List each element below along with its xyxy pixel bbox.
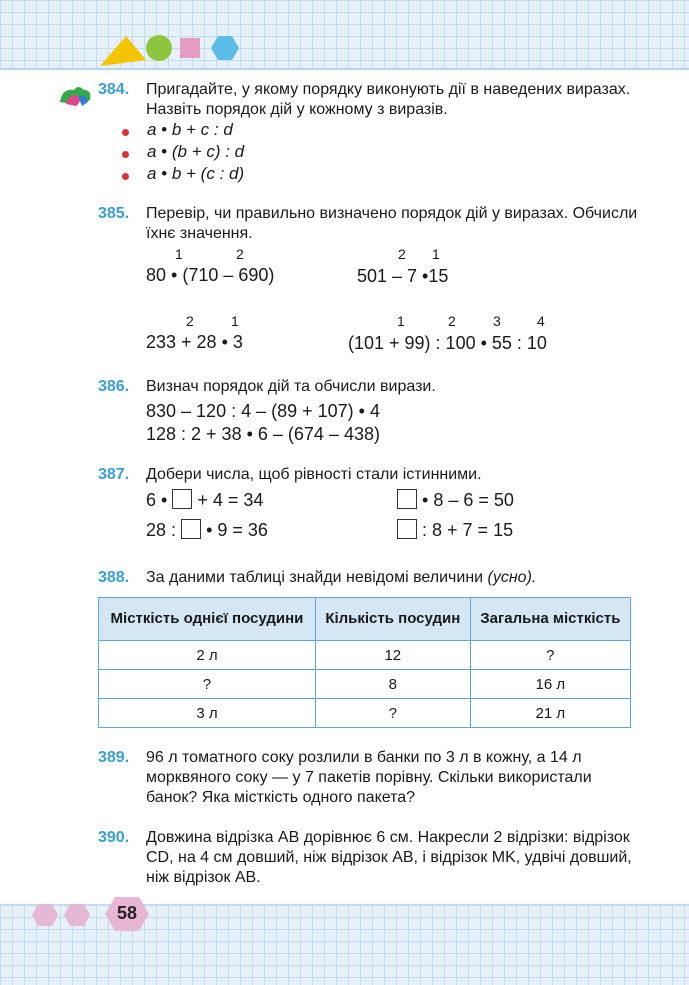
data-table bbox=[98, 597, 631, 728]
expression: 501 – 7 •15 bbox=[357, 266, 449, 286]
table-row bbox=[99, 641, 631, 670]
table-cell: ? bbox=[99, 670, 316, 699]
order-mark: 1 bbox=[231, 313, 239, 329]
table-cell: ? bbox=[315, 699, 470, 728]
order-mark: 3 bbox=[493, 313, 501, 329]
exercise-text: Пригадайте, у якому порядку виконують дії в наведених виразах. Назвіть порядок дій у кожному з виразів. bbox=[146, 81, 631, 118]
bullet-icon bbox=[122, 151, 129, 158]
exercise-number: 390. bbox=[98, 829, 130, 846]
exercise-number: 388. bbox=[98, 569, 130, 586]
bullet-icon bbox=[122, 173, 129, 180]
exercise-384 bbox=[98, 80, 638, 120]
expression-item: a • b + c : d bbox=[147, 120, 233, 139]
exercise-text: 96 л томатного соку розлили в банки по 3 л в кожну, а 14 л морквяного соку — у 7 пакетів порівну. Скільки використали банок? Яка місткість одного пакета? bbox=[146, 749, 592, 806]
answer-box[interactable] bbox=[172, 489, 192, 509]
exercise-text: Добери числа, щоб рівності стали істинними. bbox=[146, 466, 482, 483]
column-header: Загальна місткість bbox=[470, 598, 630, 641]
column-header: Місткість однієї посудини bbox=[99, 598, 316, 641]
equation: 28 : • 9 = 36 bbox=[146, 520, 268, 540]
exercise-387 bbox=[98, 465, 638, 485]
bullet-icon bbox=[122, 129, 129, 136]
order-mark: 4 bbox=[537, 313, 545, 329]
expression: 128 : 2 + 38 • 6 – (674 – 438) bbox=[146, 424, 380, 444]
equation: : 8 + 7 = 15 bbox=[397, 519, 513, 541]
equation: • 8 – 6 = 50 bbox=[397, 489, 514, 511]
expression: (101 + 99) : 100 • 55 : 10 bbox=[348, 333, 547, 353]
answer-box[interactable] bbox=[397, 519, 417, 539]
exercise-number: 387. bbox=[98, 466, 130, 483]
page-number: 58 bbox=[116, 903, 138, 923]
expression-item: a • b + (c : d) bbox=[147, 164, 245, 183]
table-row bbox=[99, 699, 631, 728]
exercise-386 bbox=[98, 377, 638, 397]
answer-box[interactable] bbox=[181, 519, 201, 539]
expression: 80 • (710 – 690) bbox=[146, 265, 275, 285]
exercise-number: 389. bbox=[98, 749, 130, 766]
exercise-text: За даними таблиці знайди невідомі величини (усно). bbox=[146, 569, 537, 586]
exercise-390 bbox=[98, 828, 638, 888]
table-cell: 8 bbox=[315, 670, 470, 699]
column-header: Кількість посудин bbox=[315, 598, 470, 641]
expression-item: a • (b + c) : d bbox=[147, 142, 245, 161]
order-mark: 2 bbox=[398, 246, 406, 262]
expression: 233 + 28 • 3 bbox=[146, 332, 243, 352]
order-mark: 1 bbox=[397, 313, 405, 329]
table-header-row bbox=[99, 598, 631, 641]
exercise-text: Довжина відрізка AB дорівнює 6 см. Накресли 2 відрізки: відрізок CD, на 4 см довший, ніж відрізок AB, і відрізок MK, удвічі довший, ніж відрізок AB. bbox=[146, 829, 632, 886]
exercise-389 bbox=[98, 748, 638, 808]
exercise-text: Перевір, чи правильно визначено порядок дій у виразах. Обчисли їхнє значення. bbox=[146, 205, 638, 242]
expression: 830 – 120 : 4 – (89 + 107) • 4 bbox=[146, 401, 380, 421]
table-row bbox=[99, 670, 631, 699]
table-cell: 2 л bbox=[99, 641, 316, 670]
hexagon-decoration-icon bbox=[30, 901, 100, 929]
order-mark: 2 bbox=[236, 246, 244, 262]
order-mark: 2 bbox=[448, 313, 456, 329]
exercise-388 bbox=[98, 568, 638, 588]
table-cell: 3 л bbox=[99, 699, 316, 728]
exercise-number: 385. bbox=[98, 205, 130, 222]
order-mark: 2 bbox=[186, 313, 194, 329]
order-mark: 1 bbox=[432, 246, 440, 262]
table-cell: 21 л bbox=[470, 699, 630, 728]
exercise-number: 386. bbox=[98, 378, 130, 395]
table-cell: 16 л bbox=[470, 670, 630, 699]
order-mark: 1 bbox=[175, 246, 183, 262]
answer-box[interactable] bbox=[397, 489, 417, 509]
exercise-385 bbox=[98, 204, 638, 244]
puzzle-group-icon bbox=[56, 82, 96, 110]
table-cell: ? bbox=[470, 641, 630, 670]
equation: 6 • + 4 = 34 bbox=[146, 490, 264, 510]
exercise-number: 384. bbox=[98, 81, 130, 98]
table-cell: 12 bbox=[315, 641, 470, 670]
exercise-text: Визнач порядок дій та обчисли вирази. bbox=[146, 378, 436, 395]
geometric-shapes-icon bbox=[96, 30, 256, 70]
